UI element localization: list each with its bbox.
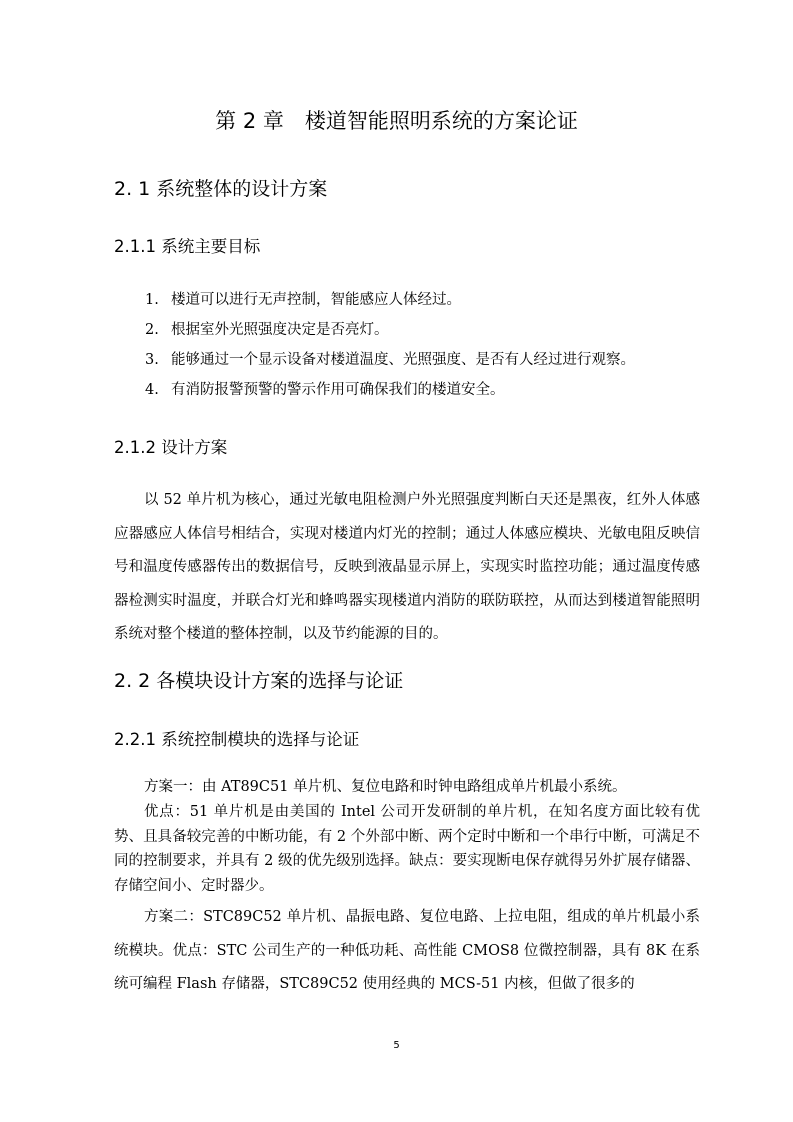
- subsection-heading-2-1-1: 2.1.1 系统主要目标: [114, 237, 261, 256]
- list-item-text: 楼道可以进行无声控制，智能感应人体经过。: [171, 292, 461, 308]
- scheme-one-paragraph: 方案一：由 AT89C51 单片机、复位电路和时钟电路组成单片机最小系统。: [144, 779, 627, 795]
- section-heading-2-1: 2. 1 系统整体的设计方案: [114, 178, 328, 200]
- list-item: [145, 345, 705, 375]
- list-item-text: 能够通过一个显示设备对楼道温度、光照强度、是否有人经过进行观察。: [171, 352, 635, 368]
- list-item-number: 2.: [145, 322, 159, 338]
- goals-list: [145, 285, 705, 405]
- list-item-text: 有消防报警预警的警示作用可确保我们的楼道安全。: [171, 382, 505, 398]
- list-item-number: 1.: [145, 292, 159, 308]
- list-item: [145, 285, 705, 315]
- list-item-number: 3.: [145, 352, 159, 368]
- section-heading-2-2: 2. 2 各模块设计方案的选择与论证: [114, 670, 404, 692]
- list-item-text: 根据室外光照强度决定是否亮灯。: [171, 322, 389, 338]
- subsection-heading-2-2-1: 2.2.1 系统控制模块的选择与论证: [114, 730, 360, 749]
- scheme-two-paragraph: 方案二：STC89C52 单片机、晶振电路、复位电路、上拉电阻，组成的单片机最小系统模块。优点：STC 公司生产的一种低功耗、高性能 CMOS8 位微控制器，具有 8K 在系统可编程 Flash 存储器，STC89C52 使用经典的 MCS-51 内核，但做了很多的: [114, 909, 700, 992]
- subsection-heading-2-1-2: 2.1.2 设计方案: [114, 438, 228, 457]
- list-item: [145, 315, 705, 345]
- page-number: 5: [393, 1040, 400, 1051]
- chapter-title: 第 2 章 楼道智能照明系统的方案论证: [215, 109, 578, 133]
- list-item: [145, 375, 705, 405]
- scheme-one-pros-cons-paragraph: 优点：51 单片机是由美国的 Intel 公司开发研制的单片机，在知名度方面比较有优势、且具备较完善的中断功能，有 2 个外部中断、两个定时中断和一个串行中断，可满足不同的控制要求，并具有 2 级的优先级别选择。缺点：要实现断电保存就得另外扩展存储器、存储空间小、定时器少。: [114, 804, 700, 894]
- design-paragraph: 以 52 单片机为核心，通过光敏电阻检测户外光照强度判断白天还是黑夜，红外人体感应器感应人体信号相结合，实现对楼道内灯光的控制；通过人体感应模块、光敏电阻反映信号和温度传感器传出的数据信号，反映到液晶显示屏上，实现实时监控功能；通过温度传感器检测实时温度，并联合灯光和蜂鸣器实现楼道内消防的联防联控，从而达到楼道智能照明系统对整个楼道的整体控制，以及节约能源的目的。: [114, 492, 700, 642]
- list-item-number: 4.: [145, 382, 159, 398]
